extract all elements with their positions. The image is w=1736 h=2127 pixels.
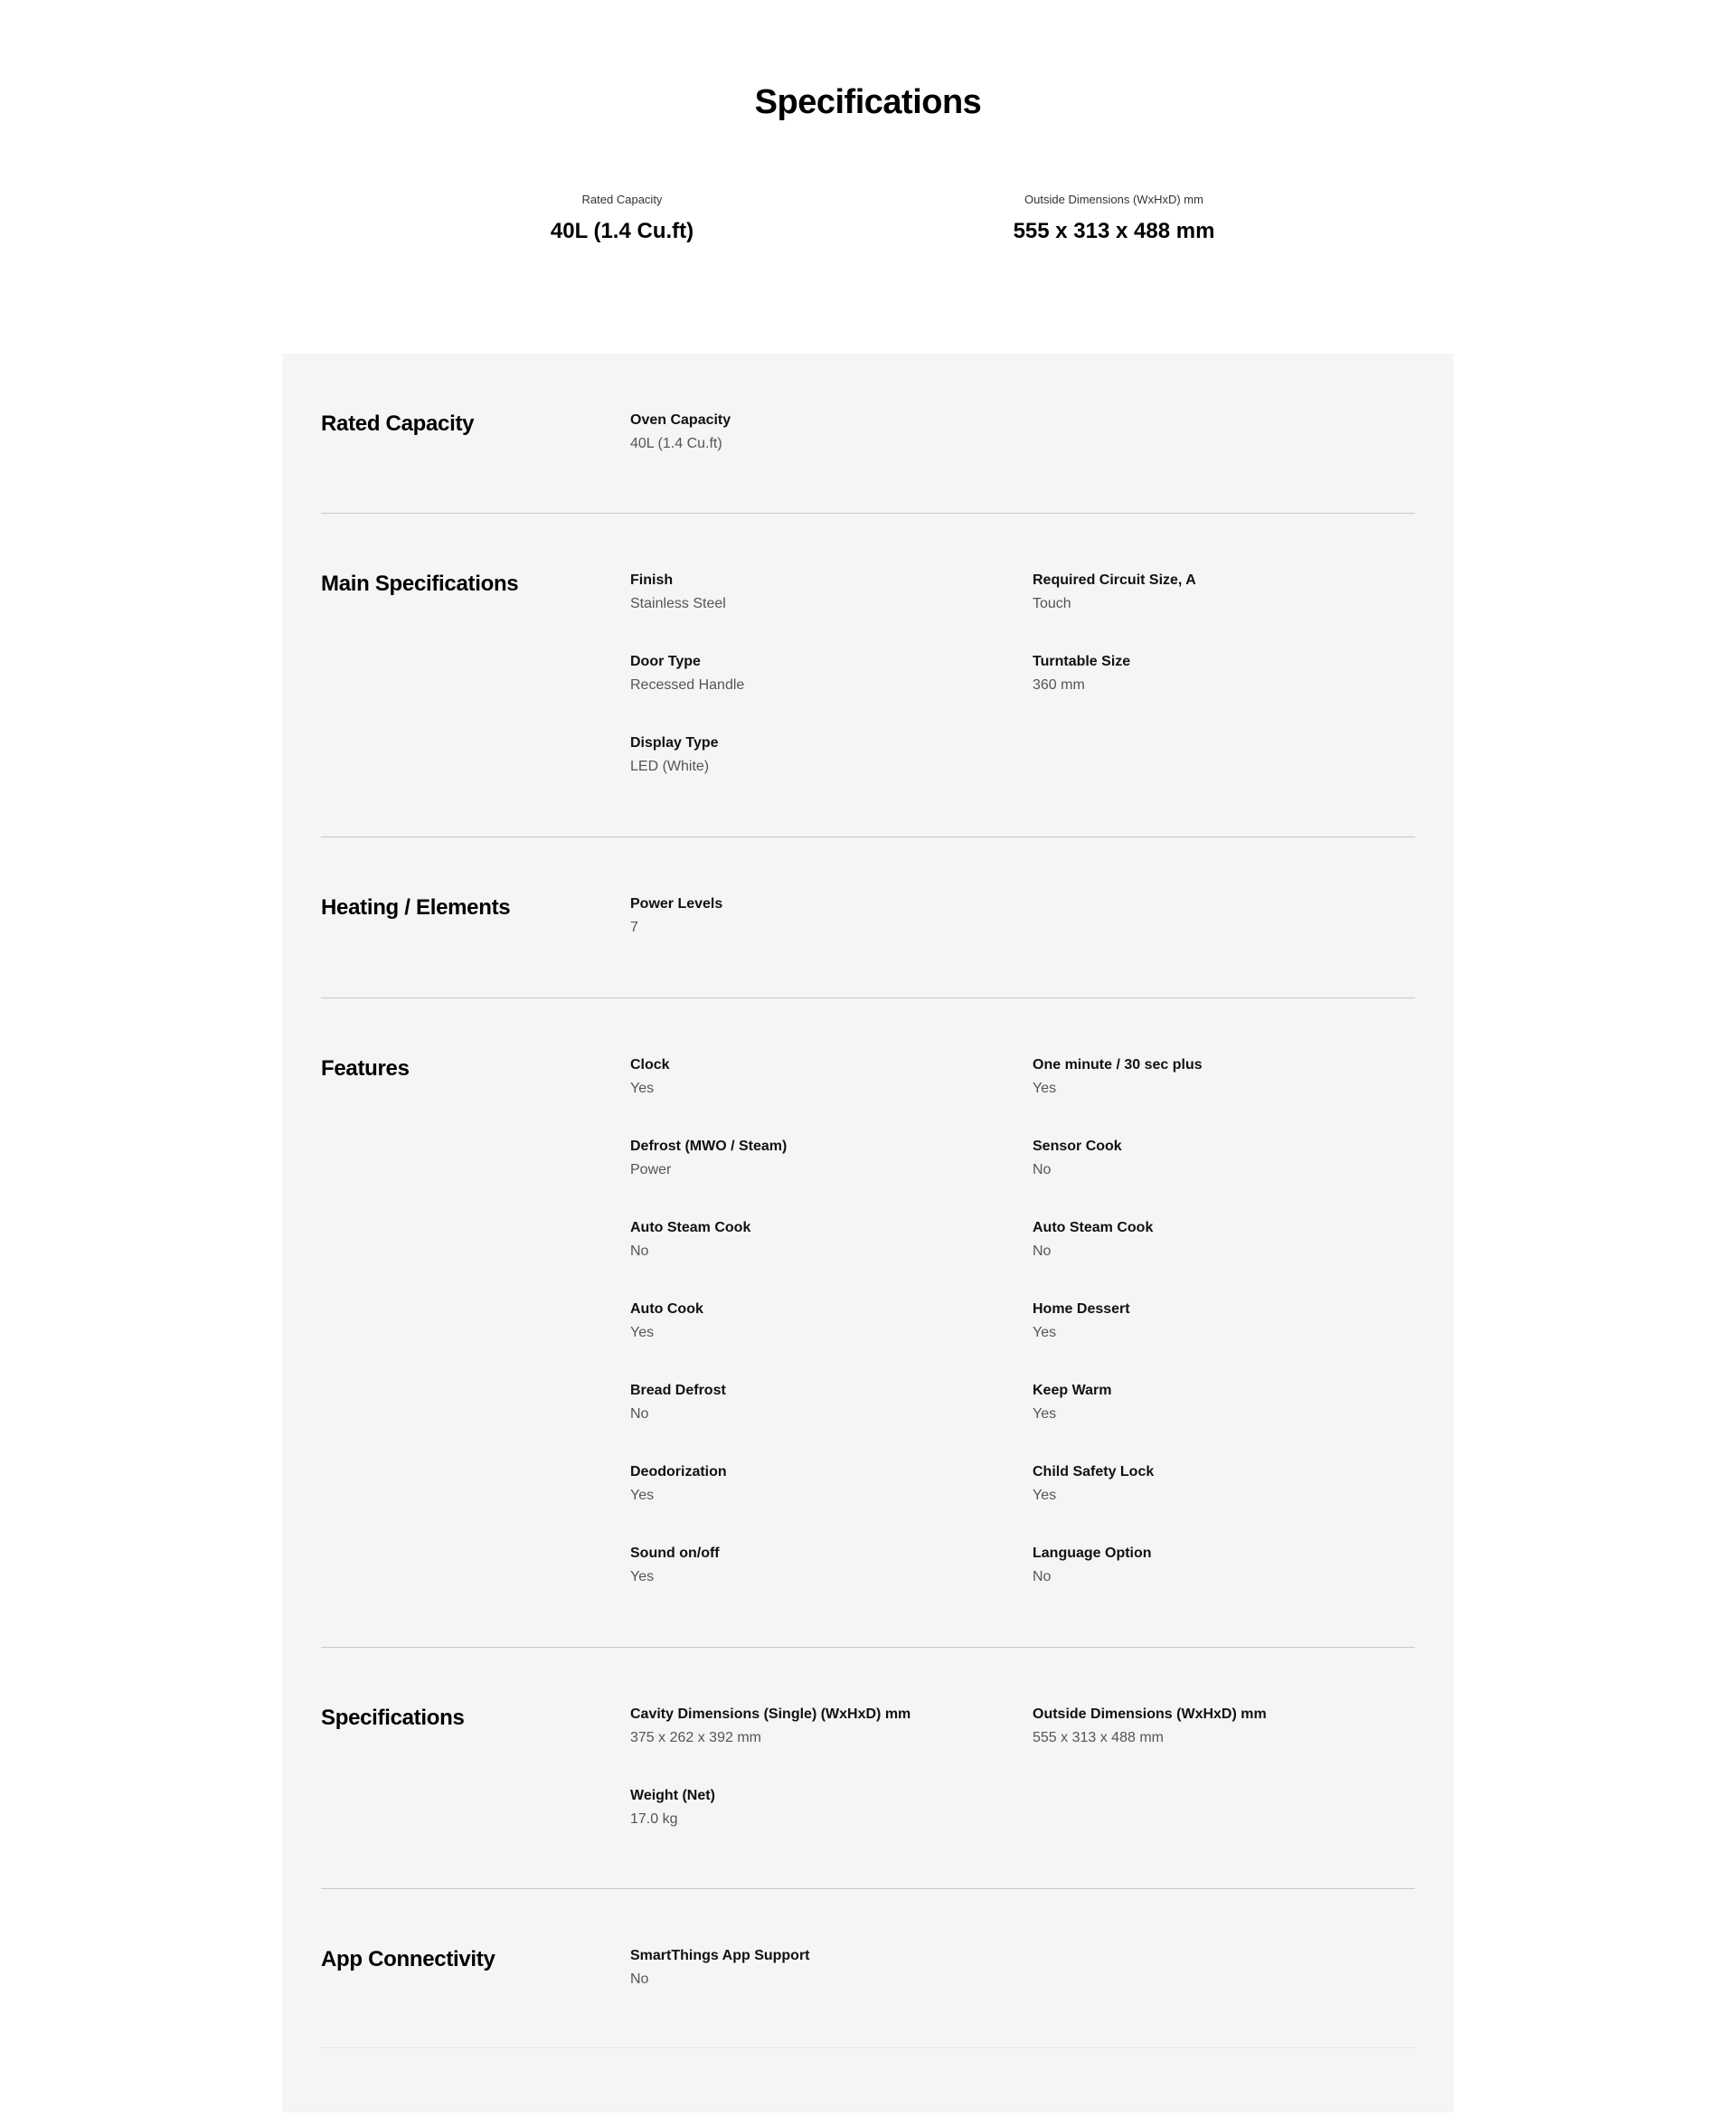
spec-label: Finish bbox=[630, 572, 674, 588]
spec-label: SmartThings App Support bbox=[630, 1948, 810, 1963]
spec-item bbox=[1033, 572, 1412, 613]
spec-item bbox=[1033, 1382, 1412, 1423]
spec-item bbox=[630, 1545, 1010, 1586]
spec-value: 375 x 262 x 392 mm bbox=[630, 1730, 761, 1745]
spec-label: Deodorization bbox=[630, 1464, 727, 1479]
spec-item bbox=[630, 895, 1010, 937]
spec-label: Sensor Cook bbox=[1033, 1139, 1122, 1154]
spec-label: Weight (Net) bbox=[630, 1788, 715, 1803]
spec-value: Yes bbox=[630, 1325, 655, 1340]
spec-value: Recessed Handle bbox=[630, 677, 745, 693]
section-features bbox=[321, 998, 1415, 1648]
hero-label: Rated Capacity bbox=[581, 193, 663, 206]
hero-value: 40L (1.4 Cu.ft) bbox=[550, 219, 694, 243]
spec-value: Yes bbox=[1033, 1081, 1057, 1096]
section-title: App Connectivity bbox=[321, 1947, 495, 1971]
section-rated-capacity bbox=[321, 354, 1415, 514]
spec-item bbox=[630, 1219, 1010, 1261]
spec-value: Yes bbox=[630, 1488, 655, 1503]
spec-label: Required Circuit Size, A bbox=[1033, 572, 1196, 588]
spec-label: Clock bbox=[630, 1057, 670, 1073]
spec-value: 555 x 313 x 488 mm bbox=[1033, 1730, 1164, 1745]
spec-label: One minute / 30 sec plus bbox=[1033, 1057, 1203, 1073]
section-title: Specifications bbox=[321, 1706, 465, 1730]
spec-value: Yes bbox=[630, 1081, 655, 1096]
spec-item bbox=[630, 1463, 1010, 1505]
spec-value: 17.0 kg bbox=[630, 1811, 678, 1827]
spec-value: Power bbox=[630, 1162, 672, 1177]
spec-value: Yes bbox=[1033, 1325, 1057, 1340]
section-main-specifications bbox=[321, 514, 1415, 837]
spec-item bbox=[630, 1787, 1010, 1829]
spec-value: No bbox=[630, 1243, 649, 1259]
section-heating-elements bbox=[321, 837, 1415, 998]
spec-item bbox=[630, 1138, 1010, 1179]
spec-value: Yes bbox=[630, 1569, 655, 1584]
spec-value: No bbox=[630, 1971, 649, 1987]
spec-label: Home Dessert bbox=[1033, 1301, 1130, 1317]
spec-value: No bbox=[1033, 1162, 1052, 1177]
spec-item bbox=[630, 411, 1010, 453]
spec-item bbox=[630, 1382, 1010, 1423]
spec-value: 7 bbox=[630, 920, 638, 935]
spec-item bbox=[630, 1706, 1010, 1747]
spec-label: Turntable Size bbox=[1033, 654, 1131, 669]
spec-label: Power Levels bbox=[630, 896, 723, 912]
spec-label: Oven Capacity bbox=[630, 412, 731, 428]
spec-label: Sound on/off bbox=[630, 1546, 720, 1561]
hero-rated-capacity bbox=[432, 193, 812, 244]
spec-value: 40L (1.4 Cu.ft) bbox=[630, 436, 722, 451]
section-title: Main Specifications bbox=[321, 572, 519, 596]
spec-label: Cavity Dimensions (Single) (WxHxD) mm bbox=[630, 1706, 911, 1722]
spec-value: Stainless Steel bbox=[630, 596, 726, 611]
spec-item bbox=[630, 653, 1010, 695]
spec-item bbox=[1033, 1463, 1412, 1505]
spec-item bbox=[1033, 1300, 1412, 1342]
spec-value: No bbox=[1033, 1569, 1052, 1584]
spec-value: No bbox=[1033, 1243, 1052, 1259]
spec-label: Defrost (MWO / Steam) bbox=[630, 1139, 788, 1154]
spec-label: Outside Dimensions (WxHxD) mm bbox=[1033, 1706, 1267, 1722]
section-specifications bbox=[321, 1648, 1415, 1889]
spec-label: Auto Steam Cook bbox=[630, 1220, 751, 1235]
spec-item bbox=[1033, 1138, 1412, 1179]
page-title: Specifications bbox=[754, 83, 982, 121]
spec-value: Touch bbox=[1033, 596, 1071, 611]
spec-label: Language Option bbox=[1033, 1546, 1152, 1561]
section-title: Features bbox=[321, 1056, 410, 1081]
spec-item bbox=[1033, 1706, 1412, 1747]
hero-outside-dimensions bbox=[924, 193, 1304, 244]
spec-item bbox=[1033, 653, 1412, 695]
spec-item bbox=[1033, 1545, 1412, 1586]
spec-label: Keep Warm bbox=[1033, 1383, 1112, 1398]
hero-label: Outside Dimensions (WxHxD) mm bbox=[1024, 193, 1203, 206]
section-app-connectivity bbox=[321, 1889, 1415, 2048]
hero-value: 555 x 313 x 488 mm bbox=[1013, 219, 1215, 243]
spec-label: Door Type bbox=[630, 654, 701, 669]
spec-item bbox=[1033, 1219, 1412, 1261]
spec-label: Child Safety Lock bbox=[1033, 1464, 1155, 1479]
spec-panel bbox=[282, 354, 1454, 2113]
spec-label: Auto Cook bbox=[630, 1301, 703, 1317]
spec-label: Bread Defrost bbox=[630, 1383, 726, 1398]
spec-item bbox=[630, 1300, 1010, 1342]
spec-value: 360 mm bbox=[1033, 677, 1085, 693]
spec-item bbox=[630, 734, 1010, 776]
spec-label: Auto Steam Cook bbox=[1033, 1220, 1154, 1235]
spec-item bbox=[1033, 1056, 1412, 1098]
spec-item bbox=[630, 1056, 1010, 1098]
section-title: Heating / Elements bbox=[321, 895, 511, 920]
spec-value: Yes bbox=[1033, 1406, 1057, 1422]
section-title: Rated Capacity bbox=[321, 411, 475, 436]
spec-label: Display Type bbox=[630, 735, 719, 751]
spec-value: No bbox=[630, 1406, 649, 1422]
spec-item bbox=[630, 572, 1010, 613]
spec-value: LED (White) bbox=[630, 759, 710, 774]
spec-item bbox=[630, 1947, 1010, 1989]
spec-value: Yes bbox=[1033, 1488, 1057, 1503]
